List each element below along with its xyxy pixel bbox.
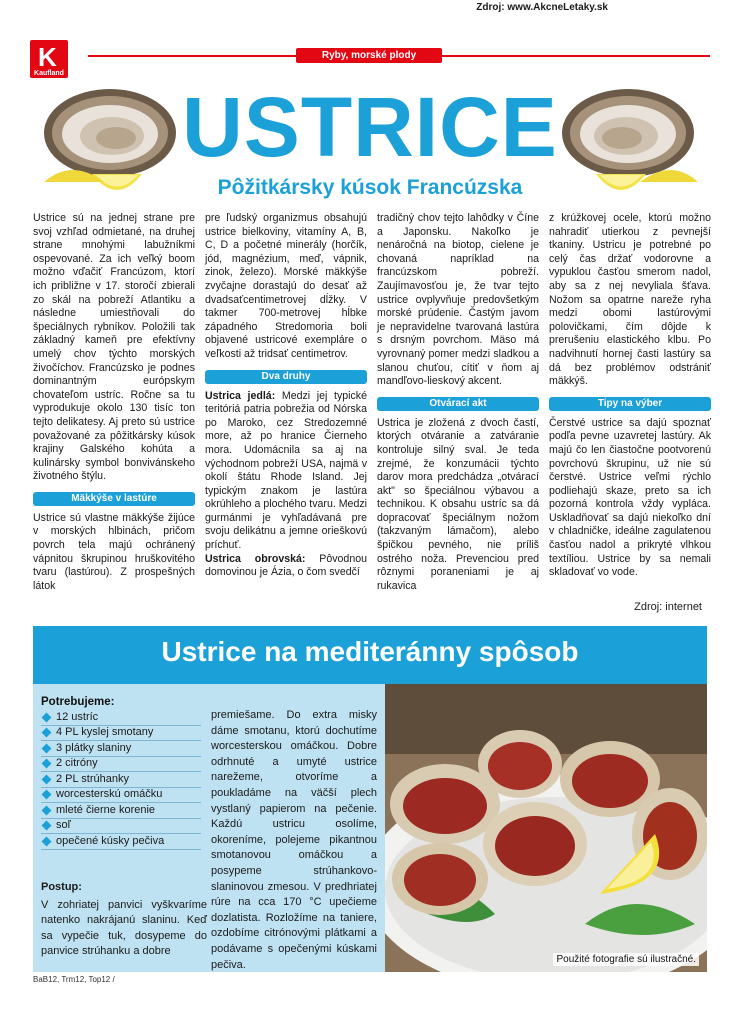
article-column-3 xyxy=(377,212,539,593)
bullet-diamond-icon xyxy=(42,728,52,738)
paragraph: z krúžkovej ocele, ktorú možno nahradiť utierkou z pevnejší tkaniny. Ustricu je potrebné po celý čas držať vodorovne a vypuklou časťou smerom nadol, aby sa z nej nevyliala šťava. Nožom sa opatrne nareže ryha medzi obomi lastúrovými polovičkami, čím dôjde k prerušeniu elastického klbu. Po nadvihnutí hornej časti lastúry sa dá bez problémov odstrániť mäkkýš. xyxy=(549,212,711,388)
method-section xyxy=(41,880,207,960)
term-text: Medzi jej typické teritóriá patria pobrežia od Nórska po Maroko, cez Stredozemné more, až po hranice Čierneho mora. Udomácnila sa aj na východnom pobreží USA, najmä v okolí štátu Rhode Island. Jej typickým znakom je lastúra okrúhleho a plochého tvaru. Medzi gurmánmi je vyhľadávaná pre svoju delikátnu a jemne orieškovú príchuť. xyxy=(205,389,367,552)
term-ustrica-obrovska: Ustrica obrovská: xyxy=(205,552,306,565)
baked-oysters-image xyxy=(385,684,707,972)
paragraph xyxy=(205,553,367,580)
term-ustrica-jedla: Ustrica jedlá: xyxy=(205,389,276,402)
list-item: 2 PL strúhanky xyxy=(41,772,201,788)
list-item: soľ xyxy=(41,819,201,835)
section-heading-tipy: Tipy na výber xyxy=(549,397,711,411)
category-tag: Ryby, morské plody xyxy=(296,48,442,63)
section-heading-druhy: Dva druhy xyxy=(205,370,367,384)
ingredients-section xyxy=(41,696,201,850)
bullet-diamond-icon xyxy=(42,774,52,784)
list-item: 12 ustríc xyxy=(41,710,201,726)
paragraph: V zohriatej panvici vyškvaríme natenko nakrájanú slaninu. Keď sa vypečie tuk, dosypeme do panvice strúhanku a dobre xyxy=(41,898,207,958)
method-label: Postup: xyxy=(41,881,82,893)
article-column-1 xyxy=(33,212,195,593)
dish-photo xyxy=(385,684,707,972)
paragraph: Ustrice sú vlastne mäkkýše žijúce v morských hlbinách, pričom povrch tela majú ochránený vápnitou škrupinou hruškovitého tvaru (lastúrou). Z prospešných látok xyxy=(33,511,195,592)
kaufland-logo xyxy=(30,40,68,78)
recipe-title: Ustrice na mediteránny spôsob xyxy=(161,636,579,667)
paragraph: pre ľudský organizmus obsahujú ustrice bielkoviny, vitamíny A, B, C, D a početné minerály (horčík, jód, magnézium, meď, vápnik, zinok, železo). Morské mäkkýše zvyčajne dorastajú do desať až dvadsaťcentimetrovej dĺžky. V takmer 700-metrovej hĺbke západného Stredomoria boli objavené ustricové exempláre o veľkosti až tridsať centimetrov. xyxy=(205,212,367,360)
article-column-4 xyxy=(549,212,711,580)
recipe-box xyxy=(33,626,707,972)
paragraph xyxy=(205,390,367,553)
paragraph: tradičný chov tejto lahôdky v Číne a Japonsku. Nakoľko je nenáročná na biotop, cielene je chovaná napríklad na francúzskom pobreží. Zaujímavosťou je, že tvar tejto ustrice ovplyvňuje predovšetkým morské prúdenie. Častým javom je nepravidelne tvarovaná lastúra s drsným povrchom. Mäso má vyrovnaný pomer medzi sladkou a slanou chuťou, cítiť v ňom aj mandľovo-lieskový akcent. xyxy=(377,212,539,388)
recipe-title-band xyxy=(33,626,707,684)
photo-caption: Použité fotografie sú ilustračné. xyxy=(553,953,699,966)
paragraph: premiešame. Do extra misky dáme smotanu, ktorú dochutíme worcesterskou omáčkou. Dobre odrhnuté a umyté ustrice narežeme, otvoríme a poukladáme na väčší plech vystlaný papierom na pečenie. Každú ustricu osolíme, okoreníme, polejeme pikantnou smotanovou omáčkou a posypeme strúhankovo-slaninovou zmesou. V predhriatej rúre na cca 170 °C upečieme dozlatista. Rozložíme na taniere, ozdobíme citrónovými plátkami a podávame s opečenými kúskami pečiva. xyxy=(211,709,377,971)
bullet-diamond-icon xyxy=(42,743,52,753)
page-title: USTRICE xyxy=(182,80,558,174)
bullet-diamond-icon xyxy=(42,805,52,815)
page-subtitle: Pôžitkársky kúsok Francúzska xyxy=(217,176,523,199)
list-item: 4 PL kyslej smotany xyxy=(41,726,201,742)
ingredients-label: Potrebujeme: xyxy=(41,696,115,708)
term-text: Pôvodnou domovinou je Ázia, o čom svedčí xyxy=(205,552,367,579)
bullet-diamond-icon xyxy=(42,790,52,800)
logo-brand: Kaufland xyxy=(34,70,64,77)
bullet-diamond-icon xyxy=(42,759,52,769)
article-column-2 xyxy=(205,212,367,580)
bullet-diamond-icon xyxy=(42,712,52,722)
ingredients-list xyxy=(41,710,201,850)
list-item: 2 citróny xyxy=(41,757,201,773)
method-continued xyxy=(211,708,377,973)
oyster-lemon-image-right xyxy=(556,78,706,203)
paragraph: Čerstvé ustrice sa dajú spoznať podľa pevne uzavretej lastúry. Ak majú čo len čiastočne pootvorenú povrchovú škrupinu, už nie sú čerstvé. Ustrice veľmi rýchlo podliehajú skaze, preto sa ich pozorná kontrola vždy vypláca. Uskladňovať sa dajú niekoľko dní v chladničke, ideálne zagulatenou časťou nadol a prikryté vlhkou textíliou. Ustrice by sa nemali skladovať vo vode. xyxy=(549,416,711,579)
source-credit-top: Zdroj: www.AkcneLetaky.sk xyxy=(476,2,608,13)
section-heading-otvaraci: Otvárací akt xyxy=(377,397,539,411)
paragraph: Ustrice sú na jednej strane pre svoj vzhľad odmietané, na druhej strane mnohými labužníkmi ospevované. Za ich veľký boom možno vďačiť Francúzom, ktorí ich približne v 17. storočí zbierali zo skál na pobreží Atlantiku a následne umiestňovali do špeciálnych rybníkov. Položili tak základný kameň pre efektívny umelý chov týchto morských živočíchov. Francúzsko je podnes dominantným európskym chovateľom ustríc. Ročne sa tu vyprodukuje okolo 130 tisíc ton tejto delikatesy. Aj preto sú ustrice považované za pôžitkársky kúsok krajiny Galského kohúta a kulinársky symbol bonvivánskeho životného štýlu. xyxy=(33,212,195,483)
oyster-lemon-image-left xyxy=(32,78,182,203)
bullet-diamond-icon xyxy=(42,821,52,831)
logo-letter: K xyxy=(38,42,57,72)
list-item: 3 plátky slaniny xyxy=(41,741,201,757)
section-heading-makkyse: Mäkkýše v lastúre xyxy=(33,492,195,506)
paragraph: Ustrica je zložená z dvoch častí, ktorých otváranie a zatváranie kontroluje silný sval. Je teda zrejmé, že konzumácii týchto darov mora predchádza „otvárací akt" so špeciálnou výbavou a technikou. K obsahu ustríc sa dá dopracovať špeciálnym nožom (takzvaným lámačom), alebo špičkou pevného, nie príliš ostrého noža. Prevenciou pred rôznymi poraneniami je aj rukavica xyxy=(377,416,539,592)
bullet-diamond-icon xyxy=(42,836,52,846)
list-item: mleté čierne korenie xyxy=(41,803,201,819)
footer-code: BaB12, Trm12, Top12 / xyxy=(33,975,115,984)
list-item: worcesterskú omáčku xyxy=(41,788,201,804)
source-credit-bottom: Zdroj: internet xyxy=(634,601,702,613)
list-item: opečené kúsky pečiva xyxy=(41,834,201,850)
